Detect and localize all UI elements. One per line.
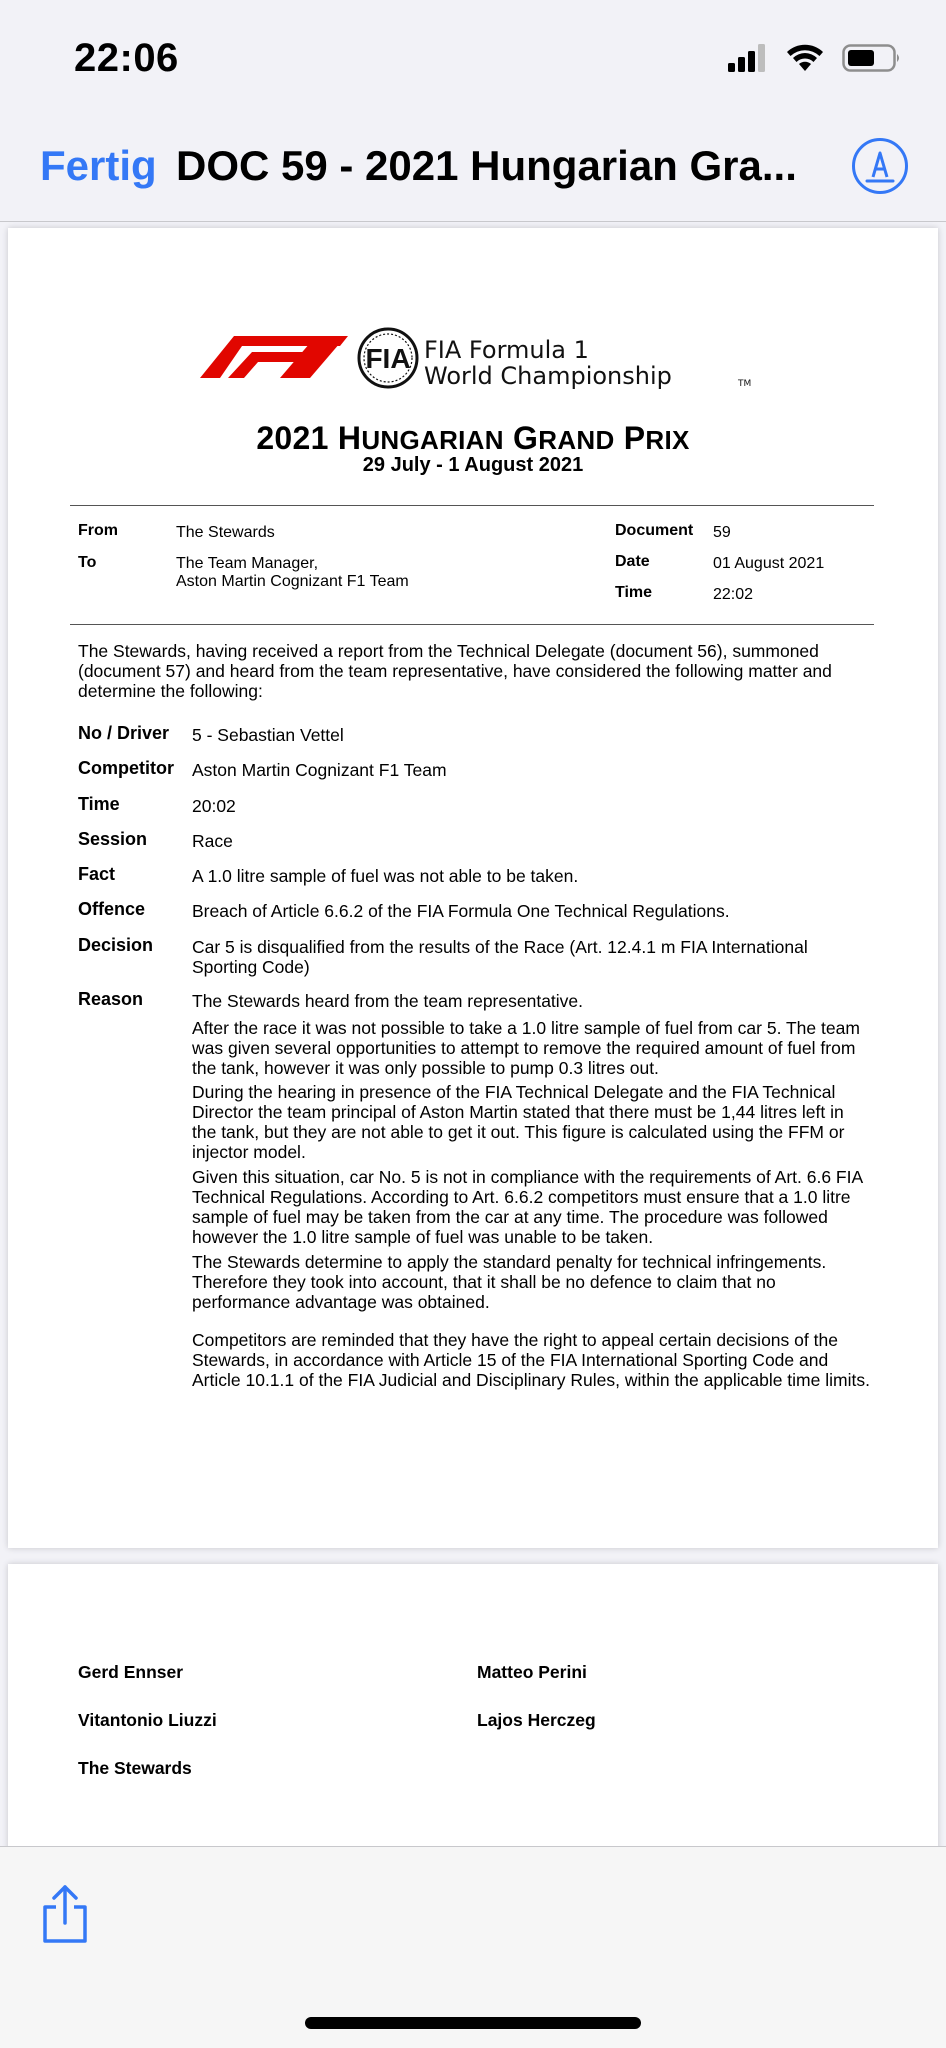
logo-tm: TM (738, 379, 752, 389)
reason-paragraph: During the hearing in presence of the FIA Technical Delegate and the FIA Technical Director the team principal of Aston Martin stated that there must be 1,44 litres left in the tank, but they are not able to get it out. This figure is calculated using the FFM or injector model. (192, 1082, 845, 1163)
steward-signature: Gerd Ennser (78, 1662, 184, 1682)
status-time: 22:06 (74, 36, 179, 80)
row-label-reason: Reason (78, 989, 144, 1009)
steward-signature: Lajos Herczeg (477, 1710, 596, 1730)
fia-f1-logo (200, 324, 770, 394)
appeal-notice: Competitors are reminded that they have the right to appeal certain decisions of the Stewards, in accordance with Article 15 of the FIA International Sporting Code and Article 10.1.1 of the FIA Judicial and Disciplinary Rules, within the applicable time limits. (192, 1330, 870, 1391)
wifi-icon (786, 44, 824, 72)
row-label-competitor: Competitor (78, 758, 174, 778)
fia-text: FIA (365, 343, 411, 374)
row-label-offence: Offence (78, 899, 146, 919)
race-title: 2021 HUNGARIAN GRAND PRIX (256, 420, 690, 456)
date-label: Date (615, 553, 650, 570)
row-label-time: Time (78, 794, 120, 814)
document-value: 59 (713, 524, 731, 541)
status-icons (728, 44, 902, 72)
row-label-driver: No / Driver (78, 723, 170, 743)
bottom-toolbar (0, 1846, 946, 2048)
f1-logo-icon (200, 324, 770, 394)
reason-paragraph: Given this situation, car No. 5 is not in compliance with the requirements of Art. 6.6 FIA Technical Regulations. According to Art. 6.6.2 competitors must ensure that a 1.0 litre sample of fuel may be taken from the car at any time. The procedure was followed however the 1.0 litre sample of fuel was unable to be taken. (192, 1167, 863, 1248)
logo-line2: World Championship (424, 362, 672, 390)
stewards-footer: The Stewards (78, 1758, 192, 1778)
document-title: DOC 59 - 2021 Hungarian Gra... (176, 142, 797, 189)
row-value-offence: Breach of Article 6.6.2 of the FIA Formula One Technical Regulations. (192, 901, 730, 921)
row-value-session: Race (192, 831, 233, 851)
intro-paragraph: The Stewards, having received a report from the Technical Delegate (document 56), summoned (document 57) and heard from the team representative, have considered the following matter and determine the following: (78, 641, 832, 702)
steward-signature: Matteo Perini (477, 1662, 587, 1682)
to-value-2: Aston Martin Cognizant F1 Team (176, 573, 409, 590)
row-value-fact: A 1.0 litre sample of fuel was not able to be taken. (192, 866, 579, 886)
steward-signature: Vitantonio Liuzzi (78, 1710, 217, 1730)
share-button[interactable] (40, 1883, 90, 1945)
row-value-time: 20:02 (192, 796, 236, 816)
markup-button[interactable] (852, 138, 908, 194)
time-value: 22:02 (713, 586, 754, 603)
signal-icon (728, 44, 768, 72)
document-page-1 (8, 228, 938, 1548)
battery-icon (842, 44, 902, 72)
divider (70, 505, 874, 506)
to-value-1: The Team Manager, (176, 555, 319, 572)
row-label-session: Session (78, 829, 148, 849)
logo-line1: FIA Formula 1 (424, 336, 589, 364)
row-value-competitor: Aston Martin Cognizant F1 Team (192, 760, 447, 780)
nav-bar (0, 120, 946, 222)
time-label: Time (615, 584, 653, 601)
row-value-decision: Car 5 is disqualified from the results of the Race (Art. 12.4.1 m FIA International Sporting Code) (192, 937, 808, 978)
row-label-decision: Decision (78, 935, 154, 955)
markup-icon (855, 141, 905, 191)
race-dates: 29 July - 1 August 2021 (362, 454, 584, 476)
done-button[interactable]: Fertig (40, 142, 157, 189)
reason-paragraph: The Stewards determine to apply the standard penalty for technical infringements. Therefore they took into account, that it shall be no defence to claim that no performance advantage was obtained. (192, 1252, 827, 1313)
from-value: The Stewards (176, 524, 275, 541)
share-icon (40, 1883, 90, 1945)
document-label: Document (615, 522, 694, 539)
row-label-fact: Fact (78, 864, 116, 884)
from-label: From (78, 522, 118, 539)
reason-paragraph: After the race it was not possible to take a 1.0 litre sample of fuel from car 5. The team was given several opportunities to attempt to remove the required amount of fuel from the tank, however it was only possible to pump 0.3 litres out. (192, 1018, 860, 1079)
divider (70, 624, 874, 625)
to-label: To (78, 554, 97, 571)
date-value: 01 August 2021 (713, 555, 825, 572)
status-bar (0, 0, 946, 120)
home-indicator[interactable] (305, 2017, 641, 2029)
row-value-driver: 5 - Sebastian Vettel (192, 725, 344, 745)
row-value-reason: The Stewards heard from the team representative. (192, 991, 584, 1011)
